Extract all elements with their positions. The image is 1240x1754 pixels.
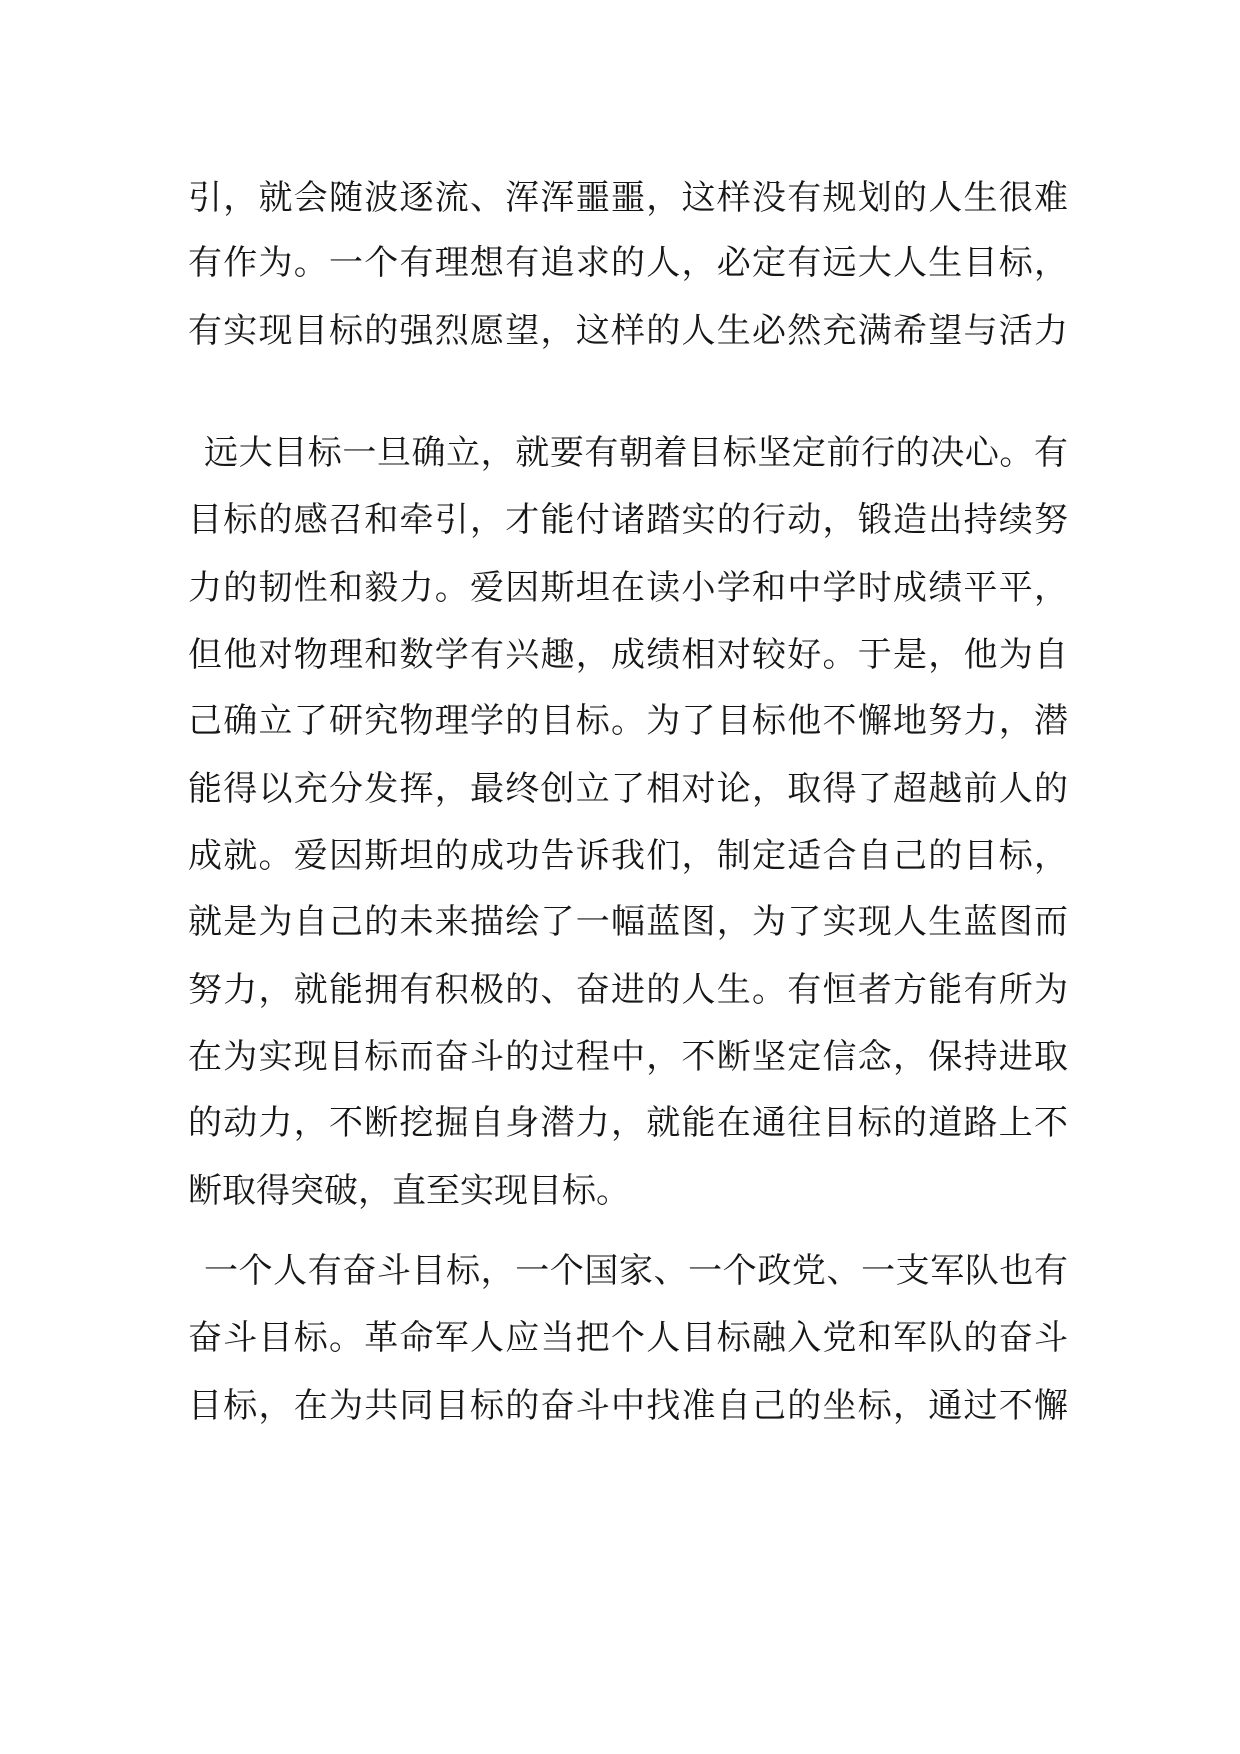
paragraph-2-line-10: 在为实现目标而奋斗的过程中，不断坚定信念，保持进取: [188, 1037, 1068, 1077]
paragraph-1-line-3: 有实现目标的强烈愿望，这样的人生必然充满希望与活力: [188, 311, 1068, 351]
paragraph-2-line-1: 远大目标一旦确立，就要有朝着目标坚定前行的决心。有: [204, 433, 1068, 473]
paragraph-2-line-5: 己确立了研究物理学的目标。为了目标他不懈地努力，潜: [188, 701, 1068, 741]
paragraph-1-line-2: 有作为。一个有理想有追求的人，必定有远大人生目标，: [188, 243, 1068, 283]
paragraph-2-line-7: 成就。爱因斯坦的成功告诉我们，制定适合自己的目标，: [188, 836, 1068, 876]
paragraph-2-line-8: 就是为自己的未来描绘了一幅蓝图，为了实现人生蓝图而: [188, 902, 1068, 942]
paragraph-2-line-3: 力的韧性和毅力。爱因斯坦在读小学和中学时成绩平平，: [188, 568, 1068, 608]
paragraph-2-line-2: 目标的感召和牵引，才能付诸踏实的行动，锻造出持续努: [188, 500, 1068, 540]
paragraph-3-line-2: 奋斗目标。革命军人应当把个人目标融入党和军队的奋斗: [188, 1318, 1068, 1358]
paragraph-2-line-4: 但他对物理和数学有兴趣，成绩相对较好。于是，他为自: [188, 635, 1068, 675]
paragraph-2-line-9: 努力，就能拥有积极的、奋进的人生。有恒者方能有所为: [188, 970, 1068, 1010]
paragraph-2-line-12: 断取得突破，直至实现目标。: [188, 1171, 630, 1211]
paragraph-3-line-3: 目标，在为共同目标的奋斗中找准自己的坐标，通过不懈: [188, 1386, 1068, 1426]
paragraph-2-line-6: 能得以充分发挥，最终创立了相对论，取得了超越前人的: [188, 769, 1068, 809]
paragraph-1-line-1: 引，就会随波逐流、浑浑噩噩，这样没有规划的人生很难: [188, 178, 1068, 218]
paragraph-2-line-11: 的动力，不断挖掘自身潜力，就能在通往目标的道路上不: [188, 1103, 1068, 1143]
paragraph-3-line-1: 一个人有奋斗目标，一个国家、一个政党、一支军队也有: [204, 1251, 1068, 1291]
